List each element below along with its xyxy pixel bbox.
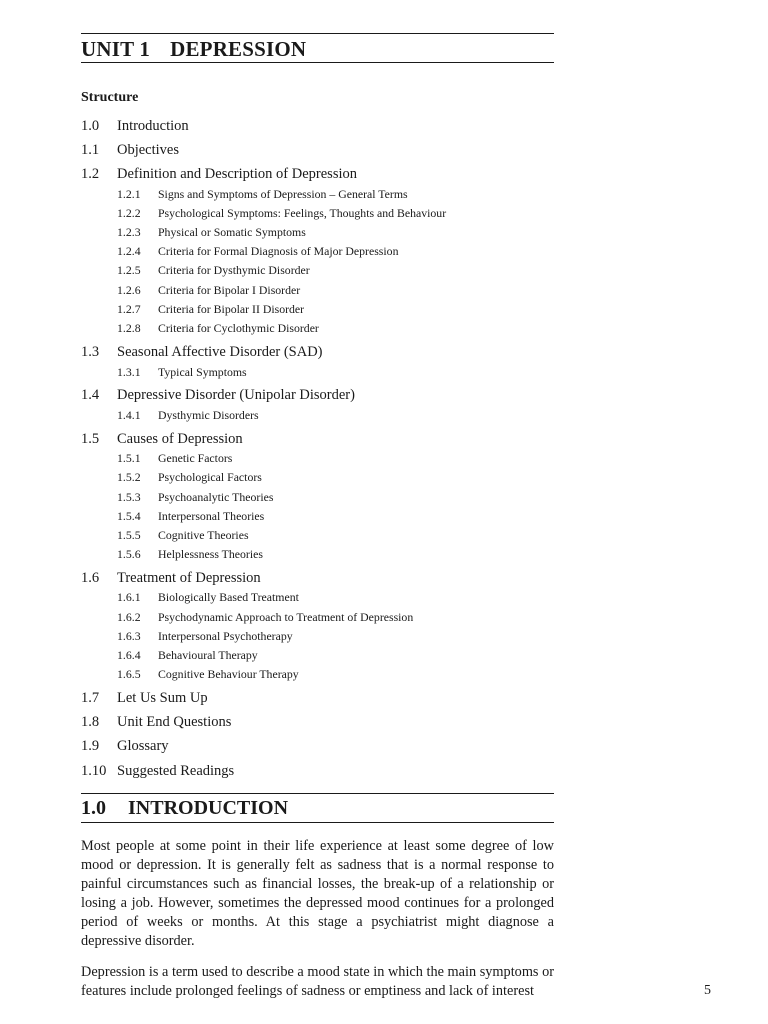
toc-subitem-number: 1.2.3 (117, 225, 141, 239)
toc-item-label: Let Us Sum Up (117, 690, 208, 706)
toc-subitem-label: Physical or Somatic Symptoms (158, 225, 306, 239)
paragraph: Most people at some point in their life experience at least some degree of low mood or depression. It is generally felt as sadness that is a normal response to painful circumstances such as financial losses, the break-up of a relationship or losing a job. However, sometimes the depressed mood continues for a prolonged period of weeks or months. At this stage a psychiatrist might diagnose a depressive disorder. (81, 838, 554, 949)
toc-subitem-label: Psychological Symptoms: Feelings, Thoughts and Behaviour (158, 206, 447, 220)
toc-subitem-number: 1.2.6 (117, 283, 141, 297)
toc-subitem-label: Genetic Factors (158, 451, 233, 465)
toc-subitem (117, 590, 299, 605)
toc-subitem (117, 206, 446, 221)
toc-item-number: 1.0 (81, 118, 100, 134)
toc-subitem-number: 1.6.4 (117, 648, 141, 662)
toc-subitem-number: 1.5.3 (117, 490, 141, 504)
toc-subitem-label: Cognitive Behaviour Therapy (158, 667, 299, 681)
toc-subitem (117, 667, 299, 682)
toc-subitem-number: 1.5.5 (117, 528, 141, 542)
toc-subitem-number: 1.2.8 (117, 321, 141, 335)
toc-subitem (117, 470, 262, 485)
toc-subitem (117, 547, 263, 562)
toc-item (81, 141, 179, 159)
unit-title (81, 37, 306, 62)
page-number: 5 (704, 983, 711, 998)
toc-item-label: Seasonal Affective Disorder (SAD) (117, 344, 323, 360)
toc-item-number: 1.6 (81, 570, 100, 586)
toc-item-number: 1.3 (81, 344, 100, 360)
toc-subitem (117, 244, 398, 259)
toc-subitem-number: 1.5.6 (117, 547, 141, 561)
toc-subitem (117, 321, 319, 336)
toc-item (81, 343, 323, 361)
toc-subitem-label: Psychodynamic Approach to Treatment of Depression (158, 610, 414, 624)
unit-name: DEPRESSION (170, 37, 307, 61)
toc-subitem (117, 365, 247, 380)
toc-item-label: Causes of Depression (117, 431, 243, 447)
toc-subitem (117, 283, 300, 298)
toc-item-label: Objectives (117, 142, 180, 158)
toc-subitem-number: 1.5.1 (117, 451, 141, 465)
toc-item (81, 569, 261, 587)
toc-subitem (117, 610, 413, 625)
toc-subitem (117, 263, 310, 278)
toc-subitem (117, 629, 293, 644)
toc-item-number: 1.2 (81, 166, 100, 182)
toc-item-number: 1.1 (81, 142, 100, 158)
section-name: INTRODUCTION (128, 797, 289, 819)
section-number: 1.0 (81, 797, 106, 819)
toc-subitem-label: Typical Symptoms (158, 365, 247, 379)
toc-item-label: Definition and Description of Depression (117, 166, 358, 182)
toc-item-label: Introduction (117, 118, 189, 134)
toc-subitem-label: Interpersonal Theories (158, 509, 265, 523)
toc-item-number: 1.9 (81, 738, 100, 754)
toc-item-label: Treatment of Depression (117, 570, 261, 586)
toc-subitem-label: Criteria for Bipolar II Disorder (158, 302, 305, 316)
toc-subitem-number: 1.2.5 (117, 263, 141, 277)
toc-subitem-number: 1.6.3 (117, 629, 141, 643)
toc-subitem-number: 1.2.1 (117, 187, 141, 201)
toc-subitem-label: Cognitive Theories (158, 528, 249, 542)
toc-subitem-label: Interpersonal Psychotherapy (158, 629, 293, 643)
toc-subitem-label: Criteria for Dysthymic Disorder (158, 263, 310, 277)
toc-item-label: Suggested Readings (117, 763, 235, 779)
section-title (81, 797, 288, 820)
toc-subitem-number: 1.5.2 (117, 470, 141, 484)
toc-subitem (117, 509, 264, 524)
toc-item-number: 1.5 (81, 431, 100, 447)
toc-subitem (117, 302, 304, 317)
toc-subitem-label: Behavioural Therapy (158, 648, 258, 662)
toc-item (81, 386, 355, 404)
toc-subitem-number: 1.6.2 (117, 610, 141, 624)
toc-subitem-number: 1.2.7 (117, 302, 141, 316)
toc-subitem-number: 1.2.2 (117, 206, 141, 220)
toc-subitem-number: 1.4.1 (117, 408, 141, 422)
toc-subitem-label: Criteria for Formal Diagnosis of Major Depression (158, 244, 399, 258)
toc-subitem-number: 1.6.5 (117, 667, 141, 681)
toc-item-label: Glossary (117, 738, 169, 754)
toc-subitem-label: Dysthymic Disorders (158, 408, 259, 422)
toc-item (81, 737, 169, 755)
toc-item (81, 713, 231, 731)
toc-subitem (117, 528, 249, 543)
toc-subitem-number: 1.6.1 (117, 590, 141, 604)
unit-header (81, 33, 554, 63)
structure-label: Structure (81, 90, 139, 105)
toc-subitem (117, 408, 259, 423)
paragraph: Depression is a term used to describe a mood state in which the main symptoms or features include prolonged feelings of sadness or emptiness and lack of interest (81, 964, 554, 999)
toc-item-label: Depressive Disorder (Unipolar Disorder) (117, 387, 355, 403)
toc-subitem-label: Psychoanalytic Theories (158, 490, 274, 504)
toc-subitem-label: Biologically Based Treatment (158, 590, 299, 604)
toc-subitem (117, 490, 273, 505)
toc-item (81, 762, 234, 780)
toc-subitem-label: Psychological Factors (158, 470, 262, 484)
toc-item-number: 1.10 (81, 763, 107, 779)
toc-item-number: 1.7 (81, 690, 100, 706)
toc-item (81, 117, 189, 135)
toc-item-label: Unit End Questions (117, 714, 232, 730)
toc-subitem-label: Criteria for Bipolar I Disorder (158, 283, 301, 297)
toc-item-number: 1.4 (81, 387, 100, 403)
toc-subitem (117, 187, 408, 202)
toc-subitem-number: 1.3.1 (117, 365, 141, 379)
section-header (81, 793, 554, 823)
unit-number: UNIT 1 (81, 37, 151, 61)
toc-subitem-number: 1.2.4 (117, 244, 141, 258)
toc-subitem (117, 648, 258, 663)
toc-subitem-label: Criteria for Cyclothymic Disorder (158, 321, 319, 335)
toc-subitem-label: Helplessness Theories (158, 547, 263, 561)
toc-item (81, 689, 208, 707)
toc-item (81, 165, 357, 183)
toc-subitem (117, 225, 306, 240)
toc-subitem (117, 451, 232, 466)
toc-item-number: 1.8 (81, 714, 100, 730)
toc-item (81, 430, 243, 448)
toc-subitem-label: Signs and Symptoms of Depression – General Terms (158, 187, 408, 201)
toc-subitem-number: 1.5.4 (117, 509, 141, 523)
